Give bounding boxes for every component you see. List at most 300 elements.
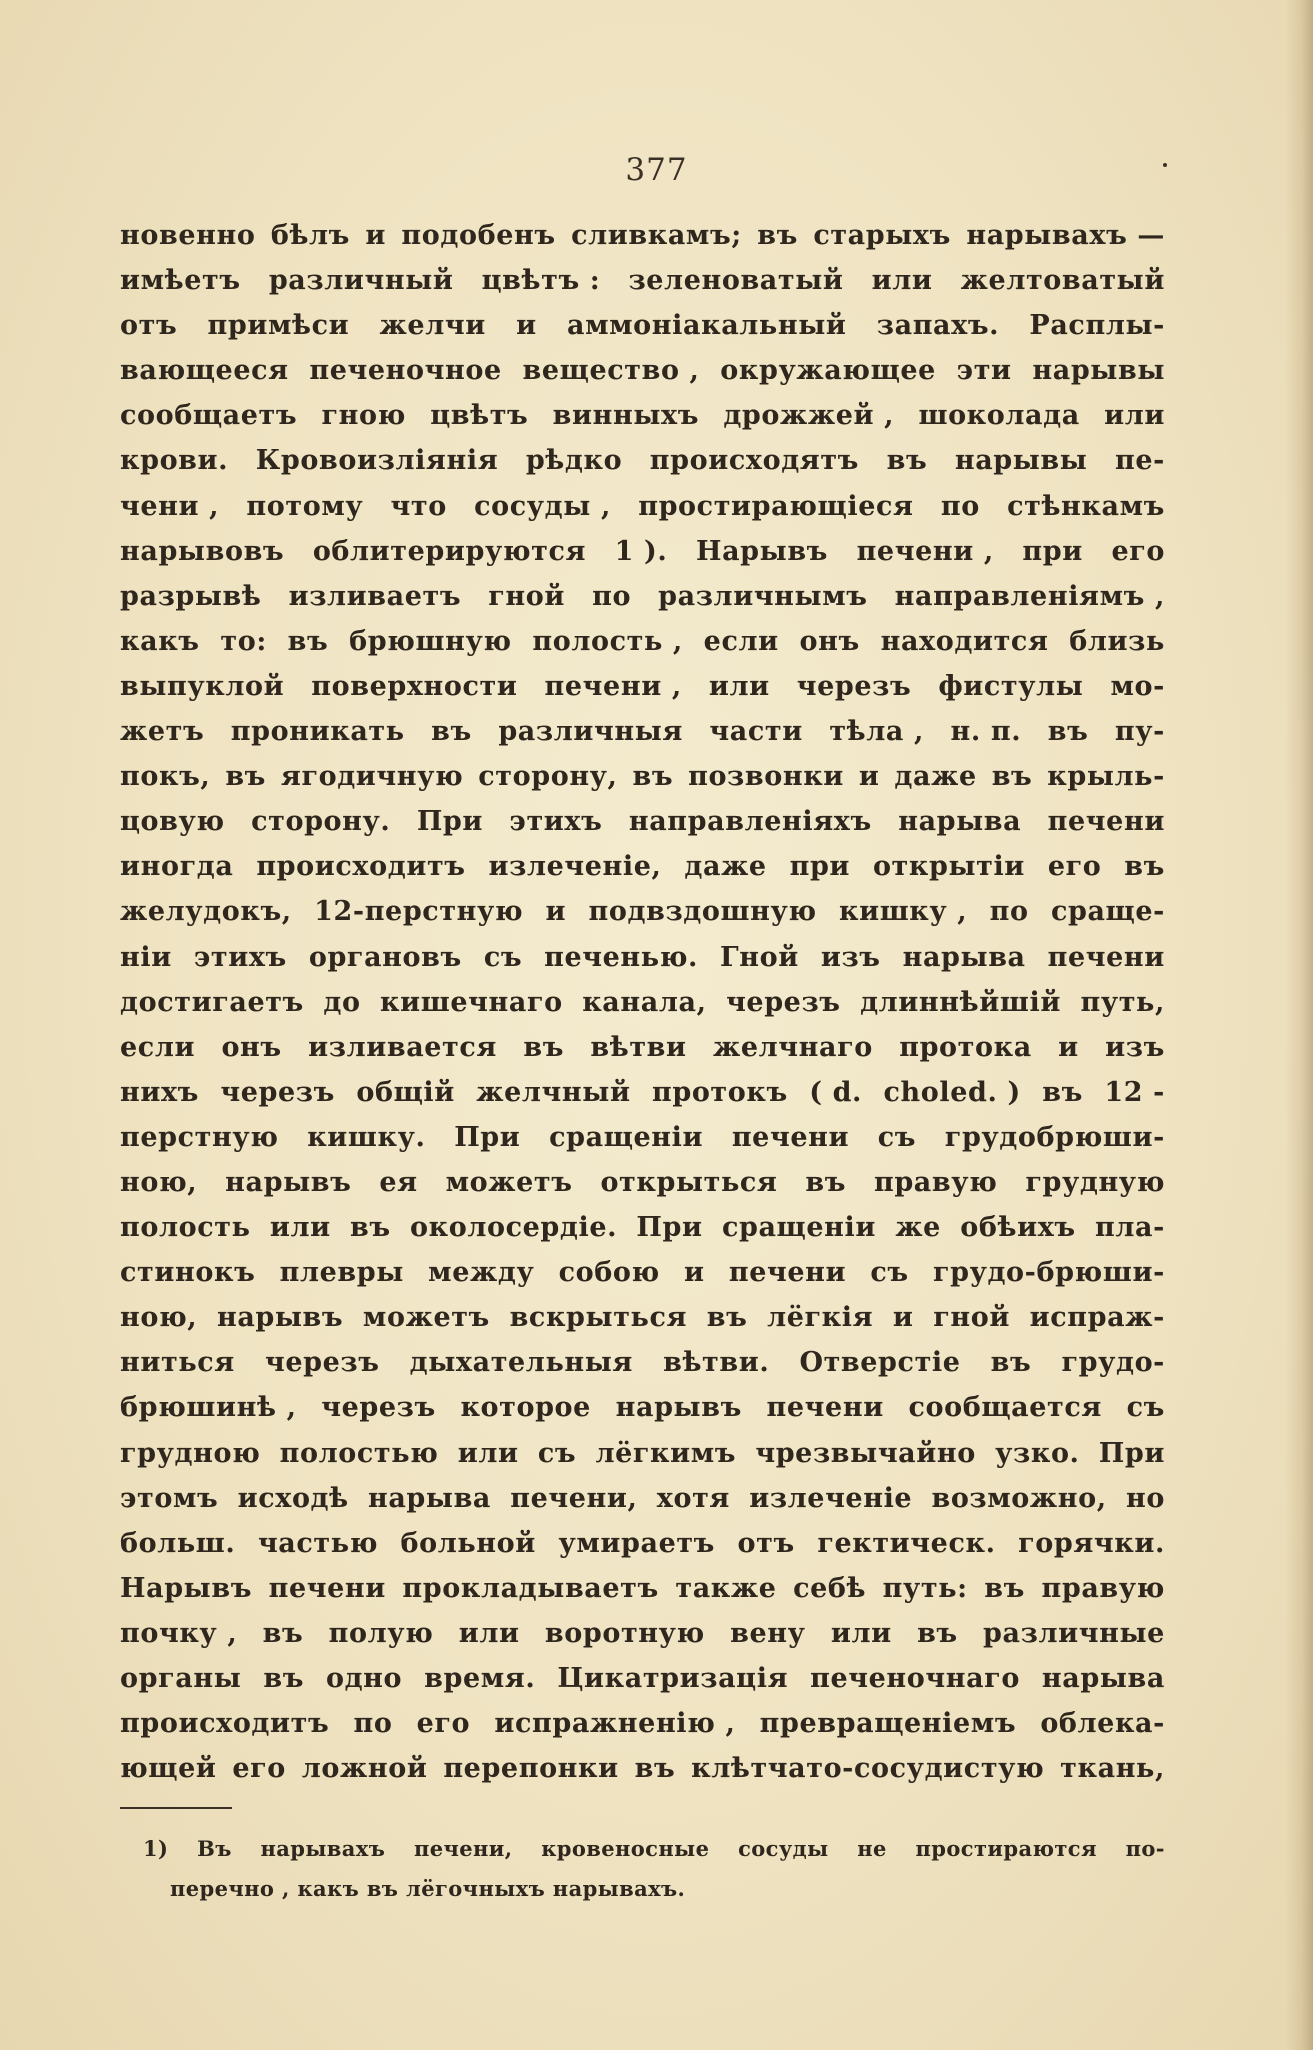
word: цвѣтъ : (481, 265, 601, 297)
word: дыхательныя (409, 1347, 633, 1379)
word: въ (706, 1302, 748, 1334)
word: въ (263, 1663, 304, 1694)
word: брюшную (349, 625, 512, 657)
word: если (703, 625, 779, 657)
word: въ (262, 1617, 304, 1649)
word: При (454, 1121, 521, 1153)
word: хотя (656, 1482, 730, 1514)
text-line (120, 1746, 1165, 1791)
word: по- (1125, 1836, 1165, 1861)
word: какъ (120, 625, 200, 657)
word: въ (431, 716, 472, 748)
word: ея (379, 1166, 418, 1198)
word: въ (287, 625, 329, 657)
body-text (120, 213, 1165, 1791)
word: крыль- (1047, 761, 1165, 793)
word: почку , (120, 1617, 238, 1649)
word: окружающее (720, 355, 936, 387)
text-line (120, 1701, 1165, 1746)
text-line (120, 1250, 1165, 1295)
word: кишку. (307, 1121, 426, 1153)
word: печени (766, 1392, 884, 1424)
word: въ (990, 1347, 1032, 1379)
word: и (683, 1257, 705, 1289)
word: протокъ (651, 1076, 788, 1108)
word: пе- (1115, 445, 1165, 477)
text-line (120, 980, 1165, 1025)
word: частью (257, 1527, 378, 1559)
word: грудобрюши- (944, 1121, 1165, 1153)
word: по (989, 896, 1029, 928)
word: также (675, 1572, 777, 1604)
text-line (120, 935, 1165, 980)
word: ткань, (1060, 1753, 1165, 1785)
word: вающееся (120, 355, 289, 387)
text-line (120, 619, 1165, 664)
word: или (830, 1617, 892, 1649)
word: его (1111, 535, 1165, 567)
footnote-line (143, 1829, 1165, 1869)
text-line (120, 213, 1165, 258)
word: шоколада (918, 400, 1080, 432)
word: печени, (510, 1482, 638, 1514)
word: сосуды , (474, 490, 611, 522)
word: цвѣтъ (430, 400, 529, 432)
word: канала, (582, 986, 707, 1018)
word: достигаетъ (120, 986, 304, 1018)
word: желчи (379, 310, 486, 342)
word: поверхности (311, 670, 518, 702)
word: иногда (120, 851, 234, 883)
word: излеченіе, (488, 851, 662, 883)
word: гною (321, 400, 406, 432)
word: старыхъ (813, 220, 951, 251)
text-line (120, 844, 1165, 889)
word: но (1126, 1482, 1165, 1514)
word: вскрыться (509, 1302, 688, 1334)
word: печени , (856, 535, 994, 567)
word: его (1047, 851, 1102, 883)
word: печеночное (309, 355, 502, 387)
word: путь: (882, 1572, 968, 1604)
word: вѣтви (590, 1031, 687, 1063)
text-line (120, 1566, 1165, 1611)
word: съ (1126, 1392, 1165, 1424)
word: находится (880, 625, 1049, 657)
word: нарывахъ (260, 1836, 386, 1861)
text-line (120, 1205, 1165, 1250)
word: по (353, 1708, 393, 1740)
word: 1) (143, 1836, 169, 1861)
text-line (120, 529, 1165, 574)
text-line (120, 889, 1165, 934)
word: близь (1069, 625, 1165, 657)
word: въ (917, 1617, 958, 1649)
word: открытіи (872, 851, 1025, 883)
word: 1 ). (614, 535, 668, 567)
word: сливкамъ; (571, 220, 742, 251)
word: фистулы (938, 670, 1084, 702)
word: происходитъ (256, 851, 466, 883)
word: сообщаетъ (120, 400, 298, 432)
word: гной (933, 1302, 1010, 1334)
word: этихъ (193, 941, 287, 973)
word: нарывовъ (120, 535, 285, 567)
word: грудо-брюши- (932, 1257, 1165, 1289)
word: въ (350, 1212, 391, 1244)
text-line (120, 303, 1165, 348)
word: даже (684, 851, 767, 883)
word: примѣси (207, 310, 350, 342)
footnote-rule (120, 1807, 232, 1809)
word: запахъ. (876, 310, 1000, 342)
word: до (323, 986, 361, 1018)
word: изливается (308, 1031, 497, 1063)
word: ( d. (809, 1076, 863, 1108)
word: Цикатризація (557, 1663, 789, 1694)
word: имѣетъ (120, 265, 241, 297)
word: эти (956, 355, 1012, 387)
word: правую (1041, 1572, 1165, 1604)
word: печени , (544, 670, 682, 702)
word: стинокъ (120, 1257, 256, 1289)
word: Нарывъ (120, 1572, 253, 1604)
word: или (269, 1212, 331, 1244)
word: различныя (498, 716, 683, 748)
word: позвонки (688, 761, 844, 793)
word: этомъ (120, 1482, 219, 1514)
word: горячки. (1018, 1527, 1165, 1559)
word: простирающіеся (638, 490, 914, 522)
word: путь, (1080, 986, 1165, 1018)
word: плевры (279, 1257, 404, 1289)
word: съ (537, 1437, 577, 1469)
word: нарывъ (225, 1166, 352, 1198)
word: полостью (279, 1437, 439, 1469)
word: себѣ (793, 1572, 867, 1604)
word: въ (1047, 716, 1089, 748)
word: изливаетъ (288, 580, 462, 612)
word: что (390, 490, 447, 522)
word: стѣнкамъ (1007, 490, 1165, 522)
word: протока (899, 1031, 1032, 1063)
word: между (428, 1257, 535, 1289)
word: сторону, (478, 761, 618, 793)
word: и (365, 220, 387, 251)
word: превращеніемъ (759, 1708, 1017, 1740)
word: Отверстіе (799, 1347, 961, 1379)
word: его (416, 1708, 471, 1740)
word: проникать (230, 716, 405, 748)
word: дрожжей , (723, 400, 895, 432)
word: перепонки (443, 1753, 619, 1785)
word: печеночнаго (810, 1663, 1020, 1694)
word: вену (730, 1617, 806, 1649)
word: сосуды (738, 1836, 829, 1861)
word: полость , (532, 625, 683, 657)
word: н. п. (950, 716, 1022, 748)
word: При (636, 1212, 703, 1244)
word: нарывахъ — (966, 220, 1165, 251)
text-line (120, 438, 1165, 483)
word: гной (488, 580, 566, 612)
word: въ (225, 761, 266, 793)
word: собою (558, 1257, 660, 1289)
page-number: 377 (625, 152, 688, 188)
text-line (120, 393, 1165, 438)
word: исходѣ (237, 1482, 349, 1514)
word: узко. (995, 1437, 1080, 1469)
word: брюшинѣ , (120, 1392, 297, 1424)
word: Расплы- (1029, 310, 1165, 342)
word: можетъ (445, 1166, 573, 1198)
word: кровеносные (541, 1836, 710, 1861)
word: нихъ (120, 1076, 199, 1108)
word: въ (1042, 1076, 1083, 1108)
word: умираетъ (558, 1527, 715, 1559)
word: гектическ. (817, 1527, 996, 1559)
word: въ (632, 761, 674, 793)
word: возможно, (931, 1482, 1107, 1514)
word: печени (1047, 806, 1165, 838)
word: печени (268, 1572, 386, 1604)
word: если (120, 1031, 196, 1063)
word: черезъ (264, 1347, 380, 1379)
word: кишечнаго (380, 986, 563, 1018)
word: тѣла , (829, 716, 924, 748)
word: же (895, 1212, 941, 1244)
word: нарыва (1041, 1663, 1165, 1694)
word: по (940, 490, 980, 522)
word: перстную (120, 1121, 279, 1153)
text-line (120, 1521, 1165, 1566)
word: его (232, 1753, 286, 1785)
word: или (457, 1437, 519, 1469)
word: нарыва (367, 1482, 492, 1514)
word: органовъ (308, 941, 462, 973)
word: нарывъ (615, 1392, 742, 1424)
word: ною, (120, 1302, 198, 1334)
text-line (120, 484, 1165, 529)
word: въ (886, 445, 928, 477)
word: въ (984, 1572, 1025, 1604)
word: желтоватый (960, 265, 1165, 297)
word: которое (460, 1392, 591, 1424)
word: сторону. (251, 806, 391, 838)
word: Нарывъ (695, 535, 828, 567)
footnote-line: перечно , какъ въ лёгочныхъ нарывахъ. (170, 1876, 686, 1901)
word: черезъ (796, 670, 912, 702)
word: въ (634, 1753, 676, 1785)
word: ніи (120, 941, 172, 973)
text-line (120, 258, 1165, 303)
word: онъ (799, 625, 860, 657)
word: черезъ (220, 1076, 335, 1108)
word: части (709, 716, 803, 748)
text-line (120, 1025, 1165, 1070)
word: вѣтви. (663, 1347, 770, 1379)
word: ною, (120, 1166, 198, 1198)
word: печени (728, 1257, 847, 1289)
word: и (516, 310, 537, 342)
text-line (120, 1656, 1165, 1701)
word: Гной (720, 941, 799, 973)
word: винныхъ (552, 400, 700, 432)
word: черезъ (321, 1392, 436, 1424)
word: направленіямъ , (894, 580, 1165, 612)
word: испраж- (1029, 1302, 1165, 1334)
word: излеченіе (749, 1482, 913, 1514)
text-line (120, 1385, 1165, 1430)
word: различнымъ (658, 580, 868, 612)
word: выпуклой (120, 670, 285, 702)
word: пу- (1114, 716, 1165, 748)
word: При (416, 806, 484, 838)
word: 12 - (1104, 1076, 1165, 1108)
word: полую (328, 1617, 434, 1649)
word: цовую (120, 806, 225, 838)
word: въ (757, 220, 798, 251)
word: нарывъ (216, 1302, 344, 1334)
text-line (120, 1160, 1165, 1205)
text-line (120, 799, 1165, 844)
word: аммоніакальный (566, 310, 847, 342)
word: этихъ (509, 806, 603, 838)
word: и (892, 1302, 914, 1334)
word: различные (983, 1617, 1165, 1649)
word: различный (268, 265, 454, 297)
text-line (120, 1340, 1165, 1385)
word: 12-перстную (314, 896, 524, 928)
word: длиннѣйшій (860, 986, 1061, 1018)
text-line (120, 709, 1165, 754)
word: направленіяхъ (628, 806, 872, 838)
word: и (1058, 1031, 1079, 1063)
word: печени, (413, 1836, 513, 1861)
word: не (857, 1836, 887, 1861)
word: грудную (1025, 1166, 1165, 1198)
word: разрывѣ (120, 580, 262, 612)
word: испражненію , (494, 1708, 736, 1740)
word: лёгкія (767, 1302, 874, 1334)
word: грудною (120, 1437, 261, 1469)
word: подвздошную (588, 896, 817, 928)
word: или (458, 1617, 520, 1649)
word: мо- (1110, 670, 1165, 702)
word: клѣтчато-сосудистую (691, 1753, 1045, 1785)
text-line (120, 1115, 1165, 1160)
word: околосердіе. (410, 1212, 618, 1244)
text-line (120, 1070, 1165, 1115)
text-line (120, 574, 1165, 619)
word: вещество , (522, 355, 700, 387)
word: чрезвычайно (755, 1437, 976, 1469)
word: съ (483, 941, 523, 973)
text-line (120, 1431, 1165, 1476)
word: и (858, 761, 880, 793)
word: сраще- (1050, 896, 1165, 928)
word: ягодичную (280, 761, 464, 793)
word: Въ (197, 1836, 232, 1861)
word: жетъ (120, 716, 205, 748)
word: пла- (1095, 1212, 1165, 1244)
word: желчный (476, 1076, 631, 1108)
word: въ (523, 1031, 565, 1063)
word: Кровоизліянія (255, 445, 499, 477)
word: полость (120, 1212, 251, 1244)
word: правую (873, 1166, 998, 1198)
word: при (1022, 535, 1083, 567)
word: печени (1047, 941, 1165, 973)
word: облитерируются (312, 535, 587, 567)
word: съ (877, 1121, 917, 1153)
word: больной (400, 1527, 536, 1559)
text-line (120, 348, 1165, 393)
word: можетъ (362, 1302, 490, 1334)
word: обѣихъ (960, 1212, 1076, 1244)
word: въ (1124, 851, 1165, 883)
word: ниться (120, 1347, 235, 1379)
word: происходятъ (649, 445, 859, 477)
word: простираются (915, 1836, 1097, 1861)
word: отъ (120, 310, 178, 342)
word: потому (246, 490, 364, 522)
word: открыться (600, 1166, 778, 1198)
word: нарыва (898, 806, 1022, 838)
word: нарывы (954, 445, 1088, 477)
word: choled. ) (883, 1076, 1021, 1108)
word: нарывы (1032, 355, 1165, 387)
word: облека- (1040, 1708, 1165, 1740)
text-line (120, 754, 1165, 799)
word: больш. (120, 1527, 236, 1559)
word: по (592, 580, 632, 612)
word: происходитъ (120, 1708, 330, 1740)
text-line (120, 1476, 1165, 1521)
text-line (120, 1295, 1165, 1340)
word: бѣлъ (270, 220, 350, 251)
word: съ (870, 1257, 909, 1289)
word: воротную (544, 1617, 705, 1649)
word: печени (731, 1121, 850, 1153)
word: рѣдко (525, 445, 623, 477)
word: желчнаго (713, 1031, 873, 1063)
word: При (1098, 1437, 1165, 1469)
word: и (545, 896, 567, 928)
word: или (871, 265, 933, 297)
word: лёгкимъ (595, 1437, 737, 1469)
word: онъ (221, 1031, 282, 1063)
word: подобенъ (401, 220, 556, 251)
word: ложной (301, 1753, 428, 1785)
footnote (143, 1829, 1165, 1909)
word: покъ, (120, 761, 211, 793)
word: сращеніи (549, 1121, 704, 1153)
word: при (789, 851, 851, 883)
word: или (1104, 400, 1165, 432)
word: желудокъ, (120, 896, 292, 928)
word: время. (424, 1663, 536, 1694)
word: черезъ (726, 986, 841, 1018)
word: изъ (1105, 1031, 1165, 1063)
word: нарыва (902, 941, 1026, 973)
word: въ (991, 761, 1033, 793)
text-line (120, 1611, 1165, 1656)
word: изъ (820, 941, 881, 973)
word: новенно (120, 220, 256, 251)
word: кишку , (838, 896, 968, 928)
word: ющей (120, 1753, 217, 1785)
